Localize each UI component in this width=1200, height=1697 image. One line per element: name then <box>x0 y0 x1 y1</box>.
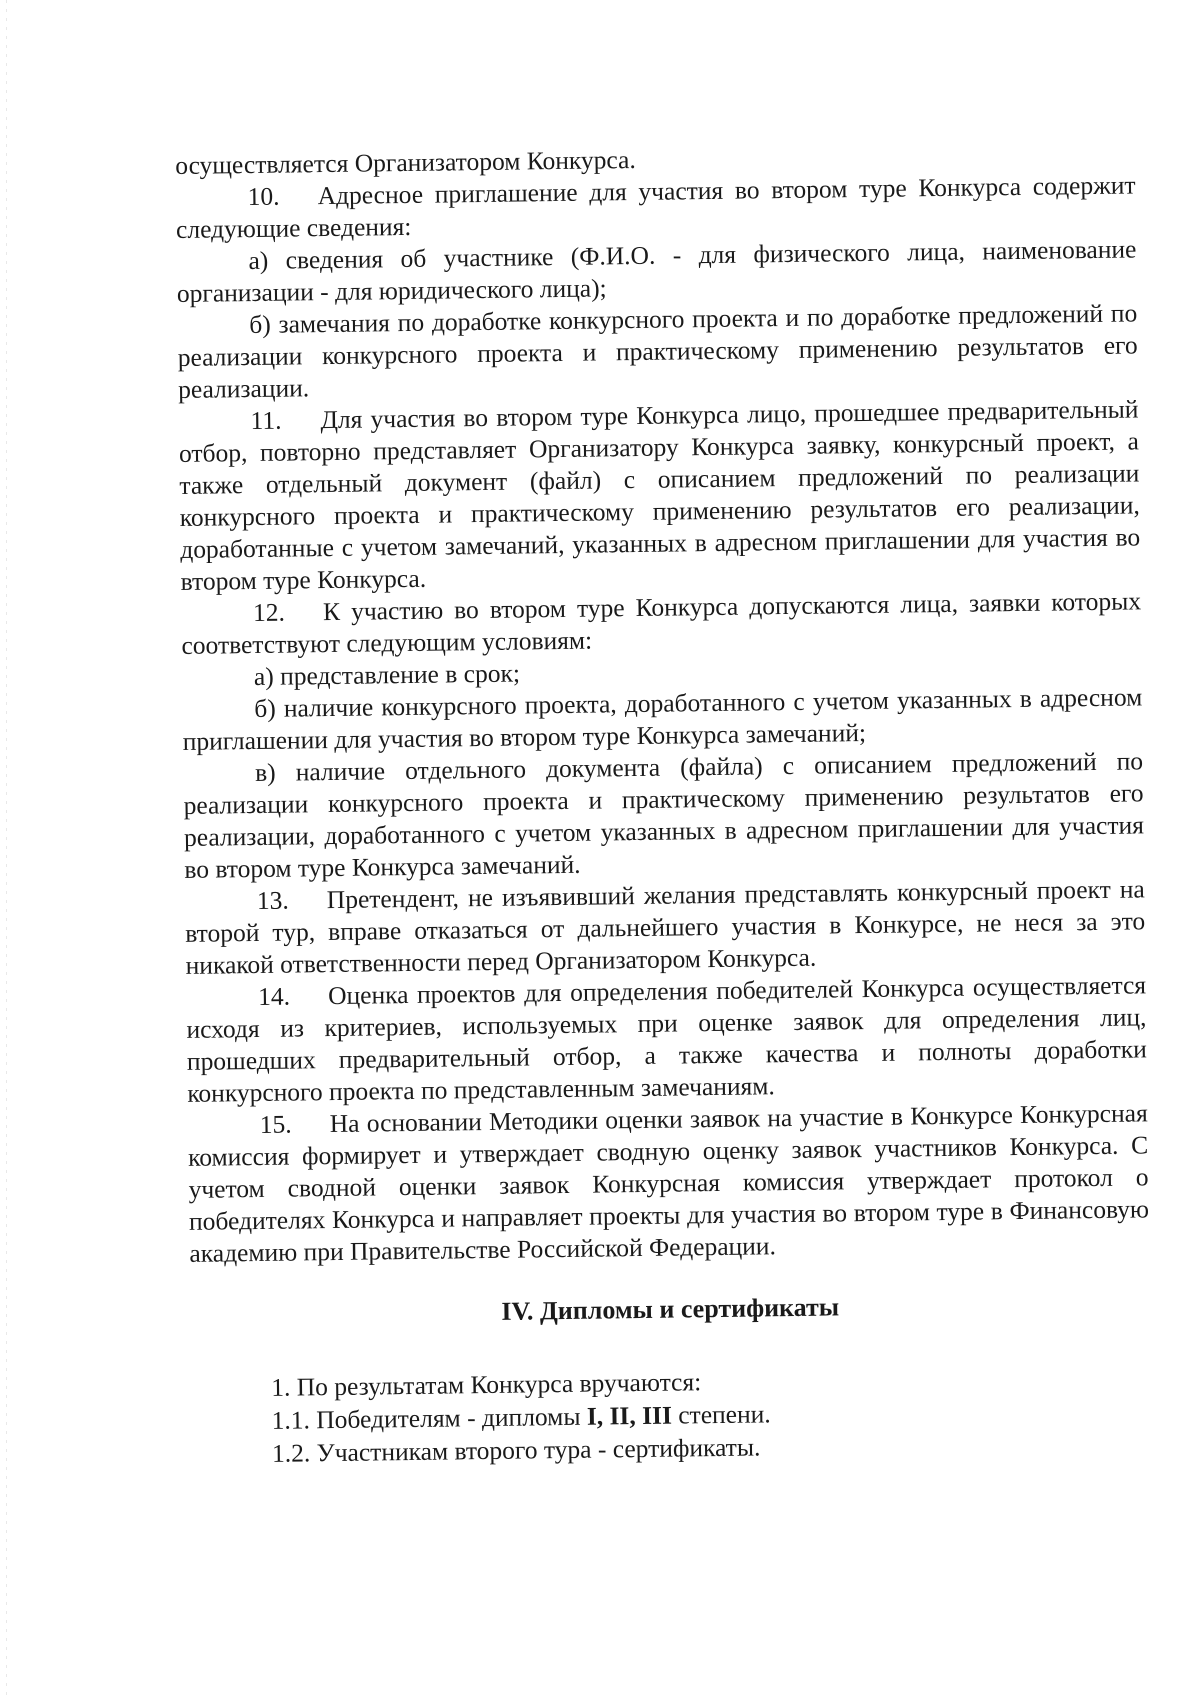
paragraph-number: 10. <box>247 181 280 212</box>
paragraph-number: 11. <box>250 405 282 436</box>
awards-item-prefix: 1.1. Победителям - дипломы <box>271 1401 588 1435</box>
paragraph-text: К участию во втором туре Конкурса допускаются лица, заявки которых соответствуют следующим условиям: <box>181 586 1142 660</box>
paragraph-15 <box>188 1097 1150 1270</box>
paragraph-text: б) замечания по доработке конкурсного проекта и по доработке предложений по реализации конкурсного проекта и практическому применению результатов его реализации. <box>177 298 1138 404</box>
scan-edge-artifact <box>6 0 7 1697</box>
paragraph-number: 12. <box>252 597 286 628</box>
paragraph-number: 14. <box>257 981 291 1011</box>
paragraph-text: Адресное приглашение для участия во втором туре Конкурса содержит следующие сведения: <box>175 170 1136 244</box>
paragraph-text: Оценка проектов для определения победителей Конкурса осуществляется исходя из критериев, используемых при оценке заявок для определения лиц, прошедших предварительный отбор, а также качества и полноты доработки конкурсного проекта по представленным замечаниям. <box>186 970 1148 1108</box>
paragraph-13 <box>185 873 1146 982</box>
paragraph-10b <box>177 297 1138 406</box>
paragraph-text: в) наличие отдельного документа (файла) с описанием предложений по реализации конкурсного проекта и практическому применению результатов его реализации, доработанного с учетом указанных в адресном приглашении для участия во втором туре Конкурса замечаний. <box>183 746 1145 884</box>
paragraph-text: осуществляется Организатором Конкурса. <box>175 144 636 180</box>
section-heading: IV. Дипломы и сертификаты <box>501 1292 840 1326</box>
document-body <box>175 137 1152 1470</box>
paragraph-text: На основании Методики оценки заявок на участие в Конкурсе Конкурсная комиссия формирует и утверждает сводную оценку заявок участников Конкурса. С учетом сводной оценки заявок Конкурсная комиссия утверждает протокол о победителях Конкурса и направляет проекты для участия во втором туре в Финансовую академию при Правительстве Российской Федерации. <box>187 1098 1150 1268</box>
awards-item-suffix: степени. <box>671 1399 771 1430</box>
awards-intro: 1. По результатам Конкурса вручаются: <box>271 1367 702 1402</box>
paragraph-text: а) представление в срок; <box>253 658 521 692</box>
paragraph-11 <box>178 393 1140 598</box>
paragraph-text: а) сведения об участнике (Ф.И.О. - для физического лица, наименование организации - для юридического лица); <box>176 234 1137 308</box>
awards-degrees: I, II, III <box>586 1400 673 1431</box>
awards-item-certificates: 1.2. Участникам второго тура - сертификаты. <box>271 1432 761 1468</box>
paragraph-text: Для участия во втором туре Конкурса лицо, прошедшее предварительный отбор, повторно представляет Организатору Конкурса заявку, конкурсный проект, а также отдельный документ (файл) с описанием предложений по реализации конкурсного проекта и практическому применению результатов его реализации, доработанные с учетом замечаний, указанных в адресном приглашении для участия во втором туре Конкурса. <box>178 394 1141 596</box>
paragraph-number: 13. <box>256 885 289 915</box>
awards-list <box>191 1359 1152 1471</box>
paragraph-14 <box>186 969 1148 1110</box>
paragraph-text: б) наличие конкурсного проекта, доработанного с учетом указанных в адресном приглашении для участия во втором туре Конкурса замечаний; <box>182 682 1143 756</box>
paragraph-number: 15. <box>259 1109 292 1139</box>
paragraph-12c <box>183 745 1145 886</box>
paragraph-text: Претендент, не изъявивший желания представлять конкурсный проект на второй тур, вправе отказаться от дальнейшего участия в Конкурсе, не неся за это никакой ответственности перед Организатором Конкурса. <box>185 874 1146 980</box>
